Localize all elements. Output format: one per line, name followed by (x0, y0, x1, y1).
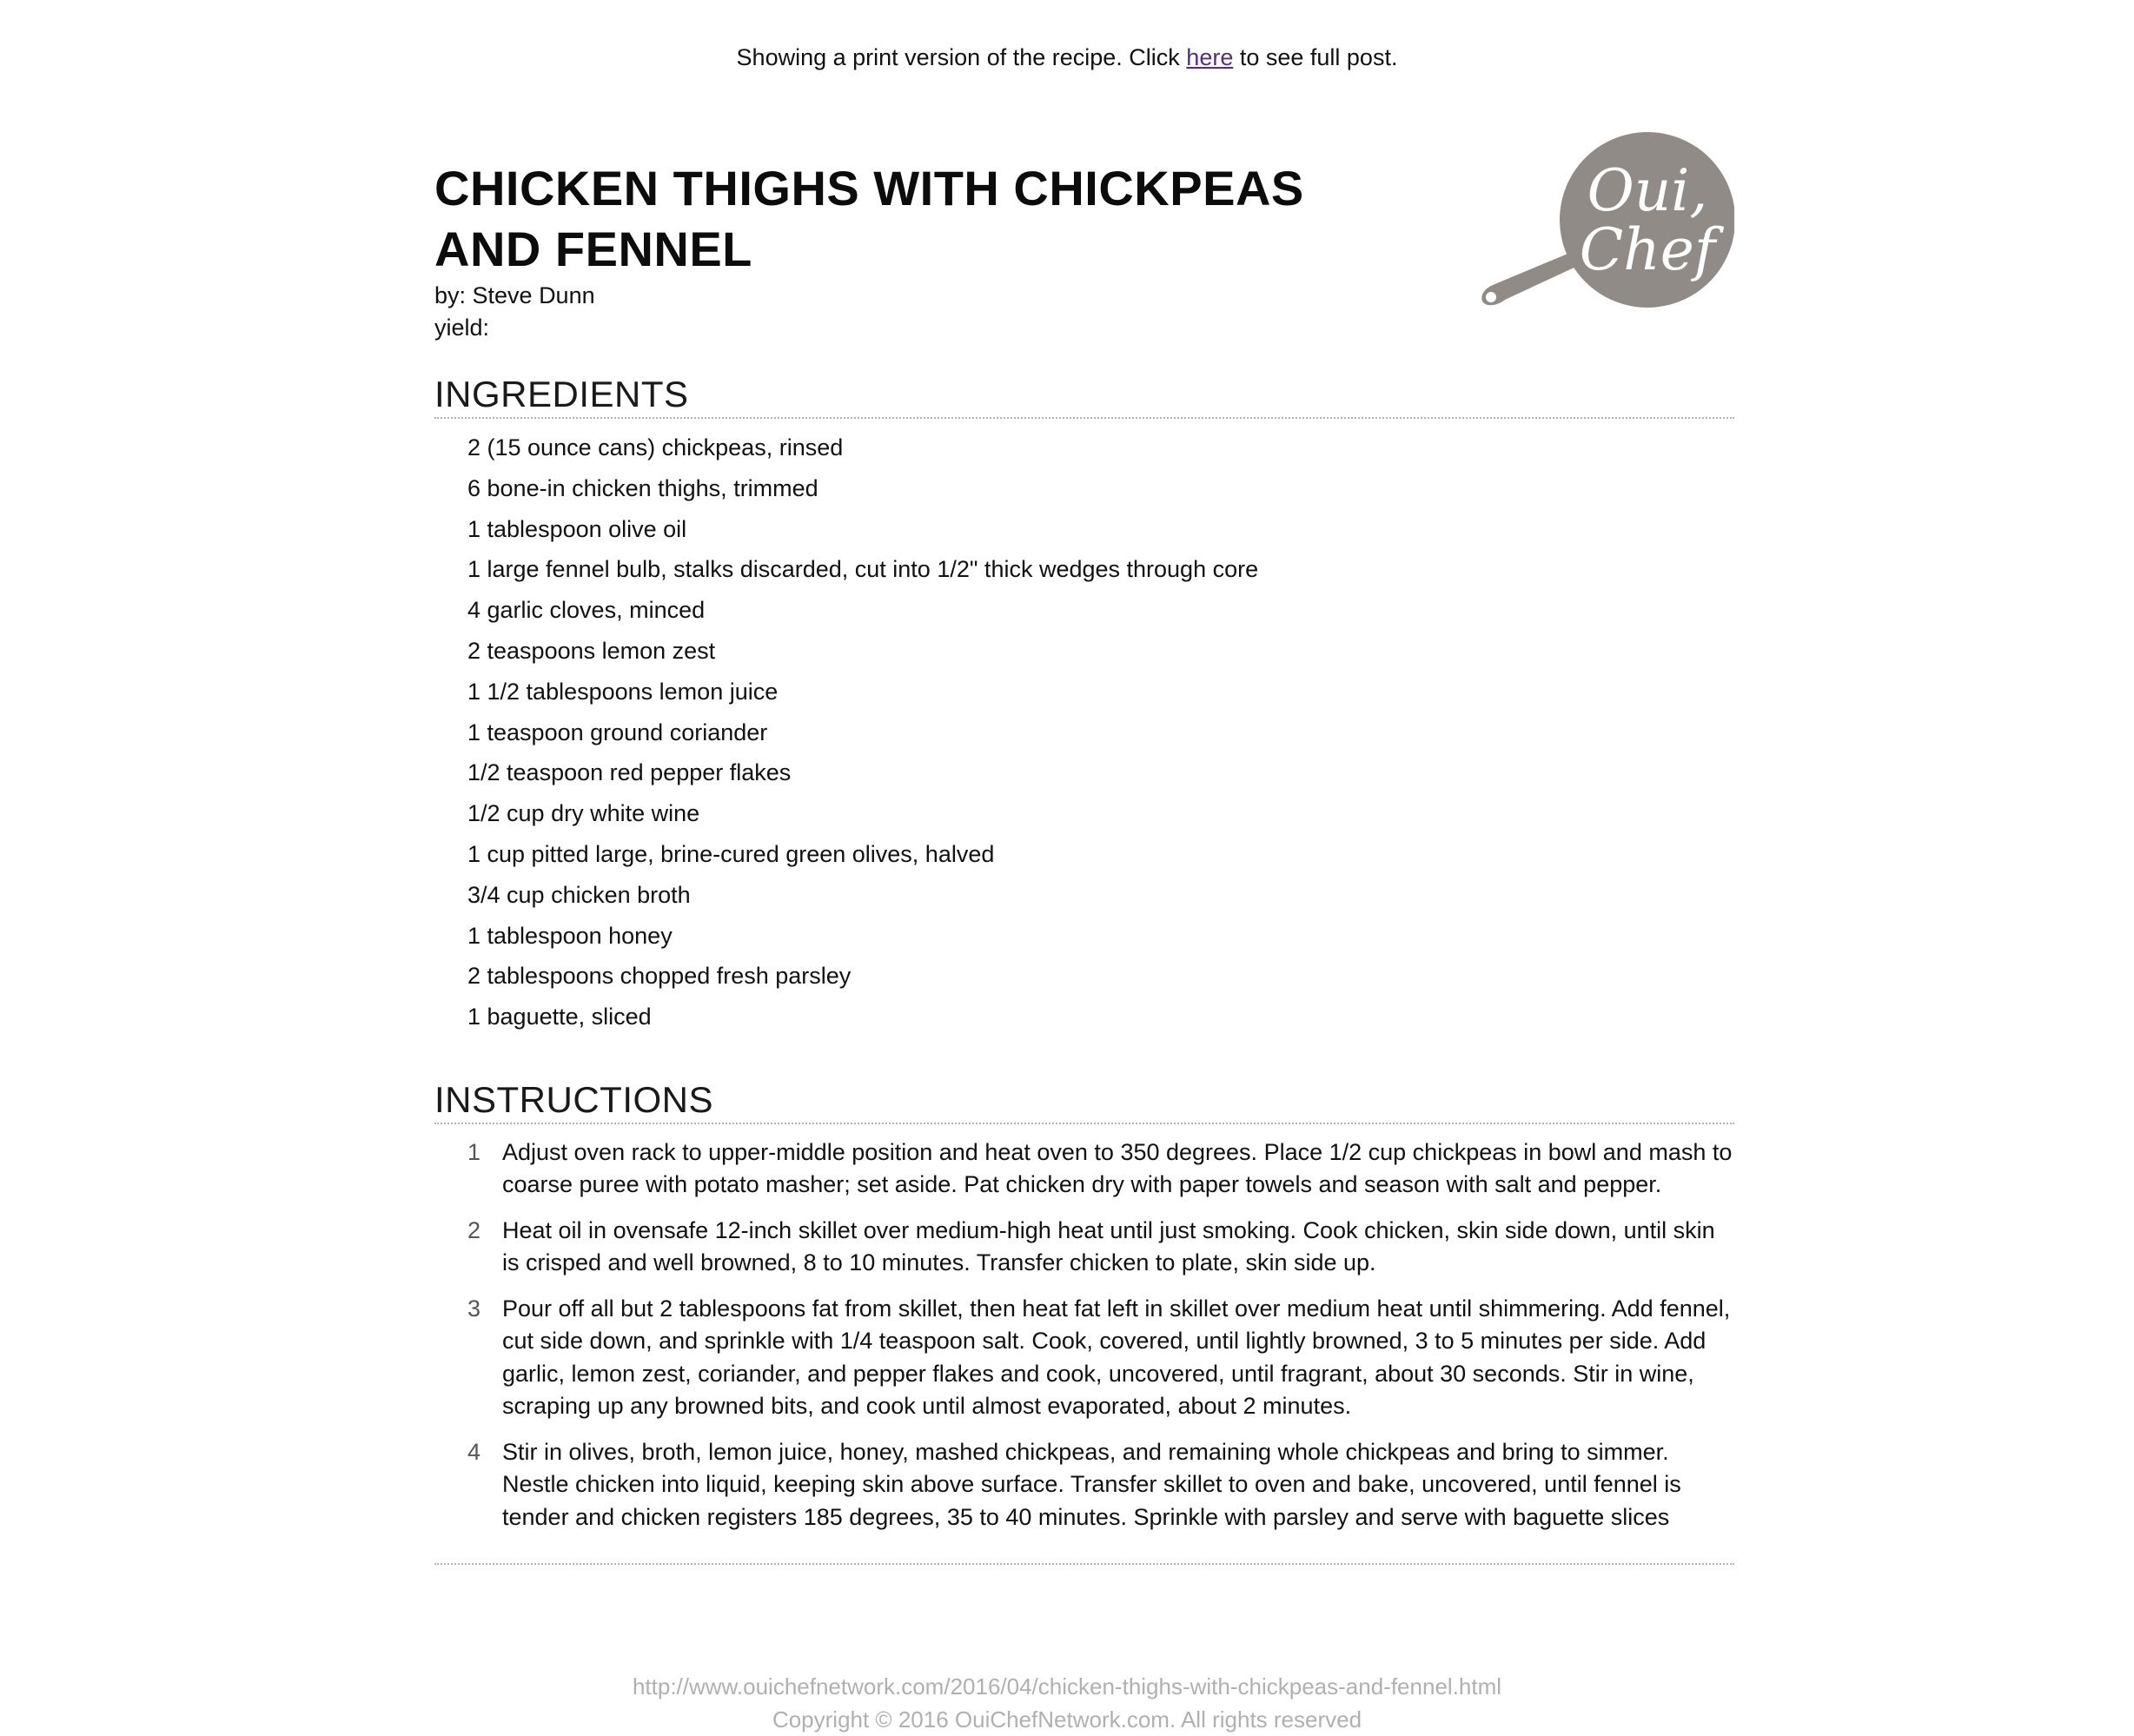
ingredient-item: 4 garlic cloves, minced (467, 597, 706, 624)
step-number: 2 (467, 1216, 481, 1243)
ingredient-item: 2 tablespoons chopped fresh parsley (467, 963, 852, 990)
ingredient-item: 1 tablespoon honey (467, 922, 673, 949)
ingredient-item: 1 cup pitted large, brine-cured green olives, halved (467, 840, 995, 867)
instruction-step (434, 1215, 1734, 1280)
step-text: Pour off all but 2 tablespoons fat from skillet, then heat fat left in skillet over medium heat until shimmering. Add fennel, cut side down, and sprinkle with 1/4 teaspoon salt. Cook, covered, until lightly browned, 3 to 5 minutes per side. Add garlic, lemon zest, coriander, and pepper flakes and cook, uncovered, until fragrant, about 30 seconds. Stir in wine, scraping up any browned bits, and cook until almost evaporated, about 2 minutes. (502, 1295, 1731, 1420)
ingredient-item: 3/4 cup chicken broth (467, 881, 691, 908)
instruction-step (434, 1136, 1734, 1202)
bottom-divider (434, 1563, 1734, 1565)
recipe-yield: yield: (434, 315, 490, 341)
ingredient-item: 1 tablespoon olive oil (467, 515, 687, 542)
step-number: 1 (467, 1138, 481, 1165)
step-number: 3 (467, 1295, 481, 1322)
ingredient-item: 1/2 teaspoon red pepper flakes (467, 759, 792, 786)
print-version-notice (0, 42, 2134, 73)
source-url: http://www.ouichefnetwork.com/2016/04/chicken-thighs-with-chickpeas-and-fennel.html (632, 1673, 1502, 1700)
page-footer (0, 1670, 2134, 1736)
ingredient-item: 1 1/2 tablespoons lemon juice (467, 678, 779, 705)
instructions-list (434, 1136, 1734, 1534)
ingredients-list (434, 427, 1734, 1037)
step-text: Adjust oven rack to upper-middle position and heat oven to 350 degrees. Place 1/2 cup chickpeas in bowl and mash to coarse puree with potato masher; set aside. Pat chicken dry with paper towels and season with salt and pepper. (502, 1138, 1733, 1198)
step-number: 4 (467, 1438, 481, 1465)
ingredient-item: 2 teaspoons lemon zest (467, 637, 716, 664)
full-post-link[interactable]: here (1186, 44, 1234, 70)
step-text: Heat oil in ovensafe 12-inch skillet over medium-high heat until just smoking. Cook chicken, skin side down, until skin is crisped and well browned, 8 to 10 minutes. Transfer chicken to plate, skin side up. (502, 1216, 1715, 1276)
ingredient-item: 2 (15 ounce cans) chickpeas, rinsed (467, 434, 844, 461)
ingredient-item: 1 teaspoon ground coriander (467, 719, 768, 745)
recipe-author: by: Steve Dunn (434, 282, 595, 308)
step-text: Stir in olives, broth, lemon juice, honey, mashed chickpeas, and remaining whole chickpeas and bring to simmer. Nestle chicken into liquid, keeping skin above surface. Transfer skillet to oven and bake, uncovered, until fennel is tender and chicken registers 185 degrees, 35 to 40 minutes. Sprinkle with parsley and serve with baguette slices (502, 1438, 1681, 1530)
copyright-notice: Copyright © 2016 OuiChefNetwork.com. All rights reserved (772, 1706, 1362, 1733)
ingredient-item: 1/2 cup dry white wine (467, 800, 700, 827)
ingredient-item: 6 bone-in chicken thighs, trimmed (467, 474, 818, 501)
ingredients-heading: INGREDIENTS (434, 372, 1734, 419)
recipe-title: CHICKEN THIGHS WITH CHICKPEAS AND FENNEL (434, 161, 1304, 276)
oui-chef-logo (1474, 130, 1734, 313)
ingredient-item: 1 baguette, sliced (467, 1004, 652, 1030)
notice-text-after: to see full post. (1233, 44, 1398, 70)
instructions-heading: INSTRUCTIONS (434, 1077, 1734, 1124)
recipe-card (434, 130, 1734, 1565)
notice-text-before: Showing a print version of the recipe. Click (736, 44, 1187, 70)
logo-line-1: Oui, (1587, 157, 1708, 224)
instruction-step (434, 1293, 1734, 1423)
logo-line-2: Chef (1579, 216, 1716, 283)
instruction-step (434, 1436, 1734, 1534)
ingredient-item: 1 large fennel bulb, stalks discarded, cut into 1/2" thick wedges through core (467, 556, 1259, 583)
